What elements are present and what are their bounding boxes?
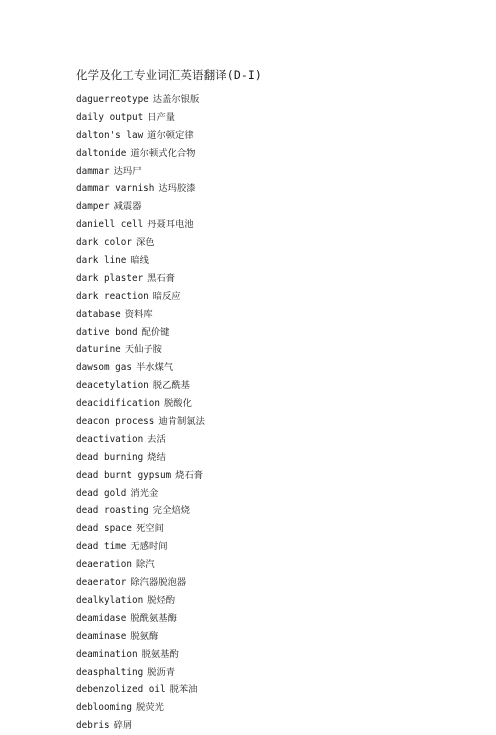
entry-translation: 深色 [135,237,155,249]
glossary-entry [76,717,205,735]
entry-translation: 完全焙烧 [152,505,190,517]
entry-translation: 脱乙酰基 [152,380,190,392]
glossary-entry [76,109,205,127]
entry-translation: 道尔顿式化合物 [130,147,196,159]
entry-term: daily output [76,111,144,123]
entry-translation: 无感时间 [130,541,168,553]
entry-term: dative bond [76,326,138,338]
glossary-entry [76,502,205,520]
entry-translation: 烧结 [147,451,166,463]
glossary-entry [76,628,205,646]
glossary-entry [76,288,205,306]
entry-term: deamidase [76,612,127,624]
entry-term: database [76,308,121,320]
glossary-entry [76,413,205,431]
entry-translation: 迪肯制氯法 [158,416,205,428]
entry-term: dark color [76,237,132,249]
glossary-entry [76,216,205,234]
glossary-entry [76,306,205,324]
glossary-entry [76,646,205,664]
entry-translation: 道尔顿定律 [147,129,194,141]
entry-translation: 达玛尸 [113,165,142,177]
entry-translation: 达玛胶漆 [158,183,196,195]
entry-term: daltonide [76,147,127,159]
entry-translation: 消光金 [130,487,159,499]
entry-term: dammar varnish [76,183,155,195]
glossary-entry [76,395,205,413]
entry-term: daguerreotype [76,94,149,105]
entry-term: damper [76,201,110,213]
glossary-entry [76,234,205,252]
entry-term: dark plaster [76,272,144,284]
entry-term: deaerator [76,577,127,589]
entry-term: deblooming [76,702,132,714]
glossary-entry [76,467,205,485]
entry-term: deacetylation [76,380,149,392]
entry-translation: 日产量 [147,111,176,123]
entry-term: dammar [76,165,110,177]
entry-term: dark line [76,255,127,267]
entry-translation: 除汽 [135,559,155,571]
glossary-entry [76,610,205,628]
entry-term: deacon process [76,416,155,428]
entry-term: dalton's law [76,129,144,141]
entry-translation: 配价键 [141,326,170,338]
glossary-entry [76,163,205,181]
entry-term: dealkylation [76,594,144,606]
glossary-entry [76,91,205,109]
glossary-entry [76,449,205,467]
entry-translation: 黑石膏 [147,272,176,284]
glossary-entry [76,145,205,163]
entry-translation: 暗线 [130,255,149,267]
entry-term: deaeration [76,559,132,571]
entry-translation: 去活 [147,433,166,445]
entry-translation: 除汽器脱泡器 [130,577,187,589]
glossary-entry [76,377,205,395]
entry-term: debenzolized oil [76,684,166,696]
entry-translation: 脱苯油 [169,684,198,696]
entry-translation: 死空间 [135,523,164,535]
glossary-entry [76,664,205,682]
entry-term: daniell cell [76,219,144,231]
entry-term: debris [76,720,110,732]
entry-translation: 脱酰氨基酶 [130,612,177,624]
entry-translation: 脱酸化 [163,398,192,410]
entry-translation: 减震器 [113,201,142,213]
glossary-entry [76,592,205,610]
entry-term: dawsom gas [76,362,132,374]
glossary-entry [76,324,205,342]
entry-translation: 烧石膏 [175,469,204,481]
entry-term: deactivation [76,433,144,445]
glossary-entry [76,538,205,556]
entry-translation: 脱荧光 [135,702,164,714]
glossary-entry [76,556,205,574]
entry-term: dark reaction [76,290,149,302]
entry-translation: 丹聂耳电池 [147,219,194,231]
entry-term: dead burning [76,451,144,463]
entry-term: deasphalting [76,666,144,678]
glossary-entry [76,431,205,449]
glossary-entry [76,681,205,699]
entry-term: dead gold [76,487,127,499]
entry-translation: 达盖尔银版 [152,94,200,105]
entry-term: daturine [76,344,121,356]
glossary-entry [76,252,205,270]
entry-term: dead burnt gypsum [76,469,172,481]
glossary-entry [76,341,205,359]
entry-translation: 暗反应 [152,290,181,302]
entry-term: deaminase [76,630,127,642]
glossary-entry [76,270,205,288]
entry-term: dead time [76,541,127,553]
entry-translation: 脱烃酌 [147,594,176,606]
entry-translation: 脱氨酶 [130,630,159,642]
glossary-entry [76,520,205,538]
entry-translation: 碎屑 [113,720,133,732]
entry-translation: 脱沥青 [147,666,176,678]
entry-translation: 脱氨基酌 [141,648,179,660]
glossary-entry [76,180,205,198]
entry-translation: 资料库 [124,308,153,320]
entry-term: deacidification [76,398,160,410]
glossary-entry [76,359,205,377]
entry-term: deamination [76,648,138,660]
document-title: 化学及化工专业词汇英语翻译(D-I) [76,68,262,82]
glossary-entry [76,485,205,503]
glossary-list [76,91,205,735]
entry-translation: 半水煤气 [135,362,174,374]
glossary-entry [76,198,205,216]
glossary-entry [76,574,205,592]
entry-term: dead space [76,523,132,535]
glossary-entry [76,127,205,145]
entry-translation: 天仙子胺 [124,344,162,356]
entry-term: dead roasting [76,505,149,517]
